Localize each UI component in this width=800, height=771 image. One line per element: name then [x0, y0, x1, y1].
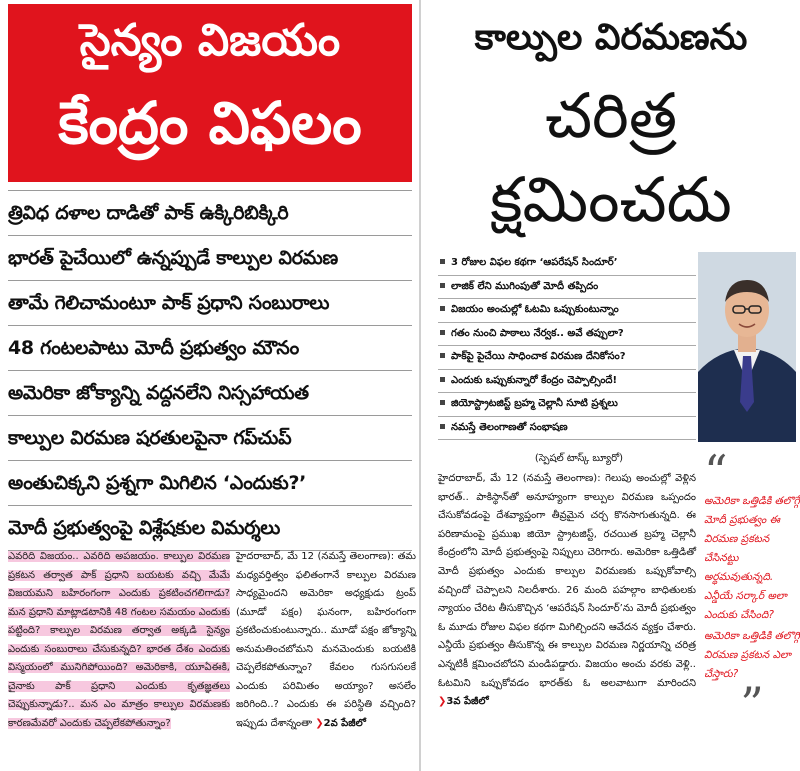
highlight-item: భారత్ పైచేయిలో ఉన్నప్పుడే కాల్పుల విరమణ: [8, 236, 412, 281]
headline-line1: సైన్యం విజయం: [79, 15, 341, 66]
continued-marker: ❯2వ పేజీలో: [315, 717, 366, 729]
arrow-icon: ❯: [315, 717, 324, 729]
article-body-text: హైదరాబాద్, మే 12 (నమస్తే తెలంగాణ): గెలుపు అంచుల్లో వెళ్లిన భారత్.. పాకిస్థాన్‌తో అనూహ్యంగా కాల్పుల విరమణ ఒప్పందం చేసుకోవడంపై దేశవ్యాప్తంగా తీవ్రమైన చర్చ కొనసాగుతున్నది. ఈ పరిణామంపై ప్రముఖ జియో స్ట్రాటజిస్ట్, రచయిత బ్రహ్మ చెల్లానీ కేంద్రంలోని మోదీ ప్రభుత్వంపై నిప్పులు చెరిగారు. అమెరికా ఒత్తిడితో మోదీ ప్రభుత్వం ఎందుకు కాల్పుల విరమణకు ఒప్పుకోవాల్సి వచ్చిందో చెప్పాలని నిలదీశారు. 26 మంది పహల్గాం బాధితులకు న్యాయం చేరిట తీసుకొచ్చిన ‘ఆపరేషన్ సిందూర్’ను మోదీ ప్రభుత్వం ఓ మూడు రోజుల విఫల కథగా మిగిల్చిందని ఆవేదన వ్యక్తం చేశారు. ఎన్డీయే ప్రభుత్వం తీసుకొన్న ఈ కాల్పుల విరమణ నిర్ణయాన్ని చరిత్ర ఎన్నటికీ క్షమించబోదని మండిపడ్డారు. విజయం అంచు వరకు వెళ్లి.. ఓటమిని ఒప్పుకోవడం భారత్‌కు ఓ అలవాటుగా మారిందని: [438, 473, 696, 689]
highlight-item: ఎందుకు ఒప్పుకున్నారో కేంద్రం చెప్పాల్సిందే!: [438, 370, 696, 394]
highlight-list: [8, 190, 412, 551]
highlight-item: లాజిక్ లేని ముగింపుతో మోదీ తప్పిదం: [438, 276, 696, 300]
bullet-icon: [440, 400, 445, 405]
right-article: [422, 0, 800, 771]
bullet-icon: [440, 283, 445, 288]
headline-line2: కేంద్రం విఫలం: [58, 89, 362, 157]
article-body: [438, 470, 696, 770]
highlight-item: నమస్తే తెలంగాణతో సంభాషణ: [438, 417, 696, 441]
headline-line1: కాల్పుల విరమణను: [474, 17, 748, 58]
headline-line2: చరిత్ర: [544, 79, 678, 152]
headline-banner: [8, 4, 412, 182]
highlight-item: అంతుచిక్కని ప్రశ్నగా మిగిలిన ‘ఎందుకు?’: [8, 461, 412, 506]
highlight-item: తామే గెలిచామంటూ పాక్ ప్రధాని సంబురాలు: [8, 281, 412, 326]
highlight-list: [438, 252, 696, 440]
intro-text: ఎవరిది విజయం.. ఎవరిది అపజయం. కాల్పుల విరమణ ప్రకటన తర్వాత పాక్ ప్రధాని బయటకు వచ్చి మేమే విజయమని బహిరంగంగా ఎందుకు ప్రకటించగలిగాడు? మన ప్రధాని మాట్లాడటానికి 48 గంటల సమయం ఎందుకు పట్టింది? కాల్పుల విరమణ తర్వాత అక్కడి సైన్యం ఎందుకు సంబురాలు చేసుకున్నది? భారత దేశం ఎందుకు విస్మయంలో మునిగిపోయింది? అమెరికాకి, యూఏఈకి, చైనాకు పాక్ ప్రధాని ఎందుకు కృతజ్ఞతలు చెప్పుకున్నాడు?.. మన ఎం మాత్రం కాల్పుల విరమణకు కారణమేవరో ఎందుకు చెప్పలేకపోతున్నాం?: [8, 551, 230, 729]
highlight-item: జియోస్ట్రాటజిస్ట్ బ్రహ్మ చెల్లానీ సూటి ప్రశ్నలు: [438, 393, 696, 417]
highlight-item: గతం నుంచి పాఠాలు నేర్వక.. అవే తప్పులా?: [438, 323, 696, 347]
arrow-icon: ❯: [438, 696, 447, 708]
quote-text: అమెరికా ఒత్తిడికి తలొగ్గే మోదీ ప్రభుత్వం ఈ విరమణ ప్రకటన చేసినట్టు అర్థమవుతున్నది. ఎన్డీయే సర్కార్ అలా ఎందుకు చేసింది?: [704, 495, 800, 621]
highlight-item: కాల్పుల విరమణ షరతులపైనా గప్‌చుప్: [8, 416, 412, 461]
article-body: [236, 548, 416, 770]
bullet-icon: [440, 306, 445, 311]
bullet-icon: [440, 330, 445, 335]
byline: (స్పెషల్ టాస్క్ బ్యూరో): [534, 453, 624, 464]
person-image: [698, 252, 796, 442]
headline-line3: క్షమించదు: [490, 163, 732, 236]
highlight-item: విజయం అంచుల్లో ఓటమి ఒప్పుకుంటున్నాం: [438, 299, 696, 323]
bullet-icon: [440, 353, 445, 358]
highlight-item: 3 రోజుల విఫల కథగా ‘ఆపరేషన్ సిందూర్’: [438, 252, 696, 276]
continued-marker: ❯3వ పేజీలో: [438, 696, 489, 708]
close-quote-icon: ”: [740, 677, 764, 731]
article-body-text: హైదరాబాద్, మే 12 (నమస్తే తెలంగాణ): తమ మధ్యవర్తిత్వం ఫలితంగానే కాల్పుల విరమణ సాధ్యమైందని అమెరికా అధ్యక్షుడు ట్రంప్ (మూడో పక్షం) ఘనంగా, బహిరంగంగా ప్రకటించుకుంటున్నారు.. మూడో పక్షం జోక్యాన్ని అనుమతించబోమని మనమెందుకు బయటికి చెప్పలేకపోతున్నాం? కేవలం గుసగుసలకే ఎందుకు పరిమితం అయ్యాం? అసలేం జరిగింది..? ఎందుకు ఈ పరిస్థితి వచ్చింది? ఇప్పుడు దేశాన్నంతా: [236, 551, 416, 729]
highlighted-intro: [8, 548, 230, 770]
quote-text: అమెరికా ఒత్తిడికి తలొగ్గి విరమణ ప్రకటన ఎలా చేస్తారు?: [704, 630, 800, 680]
highlight-item: పాక్‌పై పైచేయి సాధించాక విరమణ దేనికోసం?: [438, 346, 696, 370]
bullet-icon: [440, 377, 445, 382]
highlight-item: త్రివిధ దళాల దాడితో పాక్ ఉక్కిరిబిక్కిరి: [8, 190, 412, 236]
highlight-item: మోదీ ప్రభుత్వంపై విశ్లేషకుల విమర్శలు: [8, 506, 412, 551]
highlight-item: 48 గంటలపాటు మోదీ ప్రభుత్వం మౌనం: [8, 326, 412, 371]
bullet-icon: [440, 259, 445, 264]
highlight-item: అమెరికా జోక్యాన్ని వద్దనలేని నిస్సహాయత: [8, 371, 412, 416]
portrait-photo: [698, 252, 796, 442]
open-quote-icon: “: [704, 445, 728, 499]
pull-quote: [704, 445, 800, 770]
bullet-icon: [440, 424, 445, 429]
